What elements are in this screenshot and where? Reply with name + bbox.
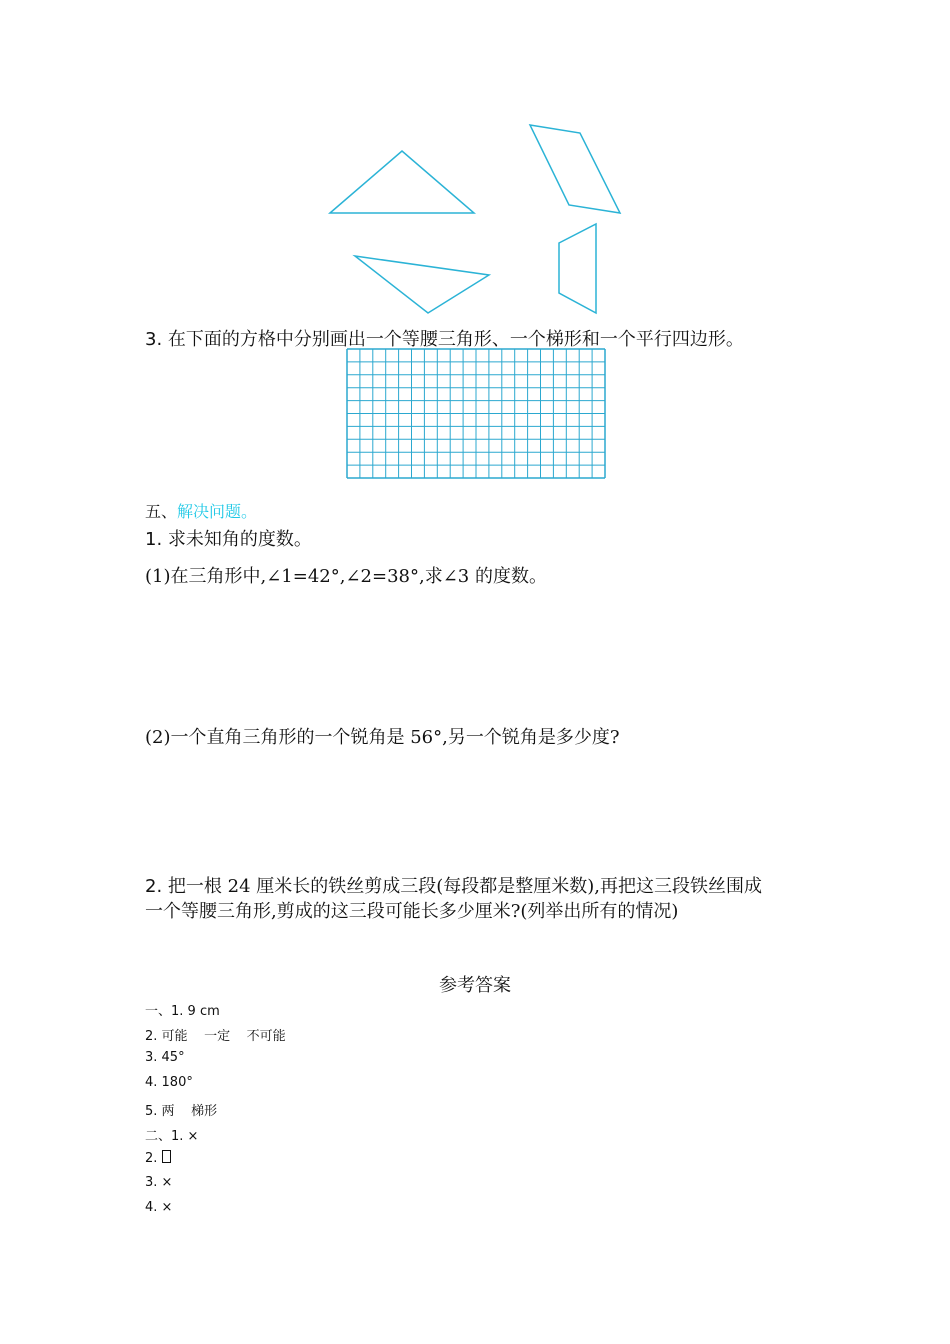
triangle-shape-2 [355,256,489,313]
section-5-heading [145,499,257,522]
question-3-text: 在下面的方格中分别画出一个等腰三角形、一个梯形和一个平行四边形。 [167,329,744,350]
problem-1 [145,525,312,551]
answer-line: 一、1. 9 cm [145,1004,220,1019]
section-5-prefix: 五、 [145,502,178,521]
problem-1-text: 求未知角的度数。 [167,529,312,550]
square-grid [346,348,606,484]
missing-glyph-icon [162,1150,171,1163]
problem-2-number: 2. [145,876,163,897]
parallelogram-shape [530,125,620,213]
triangle-shape-1 [330,151,474,213]
trapezoid-shape [559,224,596,313]
answers-title: 参考答案 [439,975,511,996]
problem-2-line-2: 一个等腰三角形,剪成的这三段可能长多少厘米?(列举出所有的情况) [145,901,679,922]
answer-line: 4. 180° [145,1075,193,1090]
problem-1-part-2: (2)一个直角三角形的一个锐角是 56°,另一个锐角是多少度? [145,727,620,748]
section-5-title: 解决问题。 [177,502,258,521]
problem-1-part-1: (1)在三角形中,∠1=42°,∠2=38°,求∠3 的度数。 [145,566,547,587]
answer-line: 5. 两 梯形 [145,1104,218,1119]
geometry-figures [0,0,950,330]
problem-2-text-line-1: 把一根 24 厘米长的铁丝剪成三段(每段都是整厘米数),再把这三段铁丝围成 [167,876,763,897]
answer-text: 2. [145,1151,162,1166]
answer-line: 3. 45° [145,1050,185,1065]
answer-line: 二、1. × [145,1129,199,1144]
problem-2-line-1 [145,872,762,898]
answer-line: 4. × [145,1200,173,1215]
answer-line [145,1150,171,1166]
answer-line: 2. 可能 一定 不可能 [145,1029,286,1044]
problem-1-number: 1. [145,529,163,550]
question-3-number: 3. [145,329,163,350]
answer-line: 3. × [145,1175,173,1190]
